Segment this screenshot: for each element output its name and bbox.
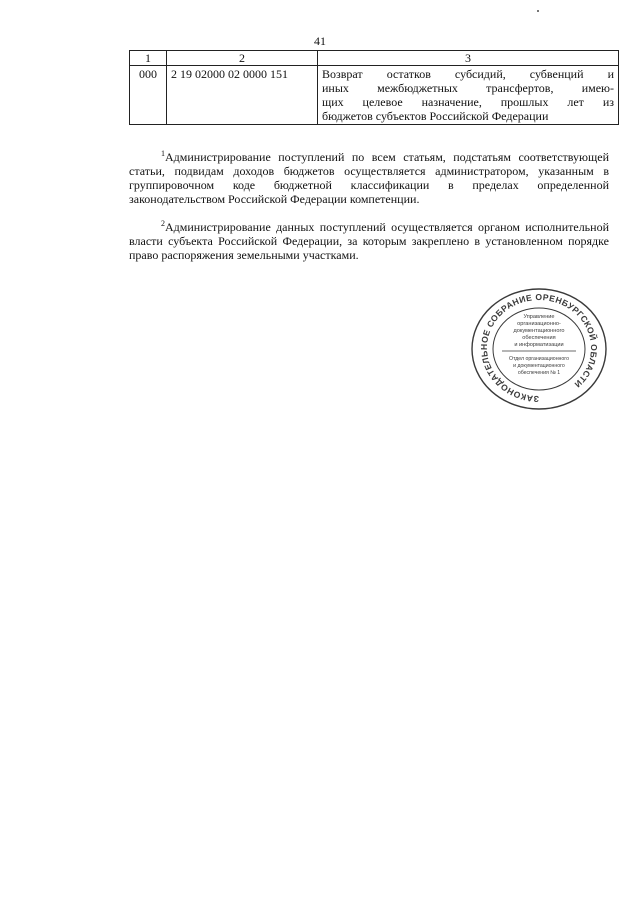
description-line: Возврат остатков субсидий, субвенций и: [322, 67, 614, 81]
stamp-line: и документационного: [513, 363, 565, 369]
page-number: 41: [314, 34, 326, 48]
stamp-line: и информатизации: [514, 342, 564, 348]
stamp-outer-border: [472, 289, 606, 409]
description-line: бюджетов субъектов Российской Федерации: [322, 109, 549, 123]
table-header-cell: 3: [318, 51, 619, 66]
stamp-line: организационно-: [517, 321, 561, 327]
table-header-cell: 2: [167, 51, 318, 66]
footnote-marker: 2: [161, 219, 165, 228]
stamp-line: обеспечения: [522, 335, 556, 341]
footnote-text: Администрирование поступлений по всем статьям, подстатьям соответствующей статьи, подвидам доходов бюджетов осуществляется администратором, указанным в группировочном коде бюджетной классификации в пределах определенной законодательством Российской Федерации компетенции.: [129, 150, 609, 206]
stamp-line: Отдел организационного: [509, 356, 569, 362]
stamp-line: обеспечения № 1: [517, 370, 561, 376]
footnote-2: [129, 220, 609, 262]
table-row: [130, 66, 619, 125]
description-line: щих целевое назначение, прошлых лет из: [322, 95, 614, 109]
budget-classification-table: [129, 50, 619, 125]
stamp-ring-text: ЗАКОНОДАТЕЛЬНОЕ СОБРАНИЕ ОРЕНБУРГСКОЙ ОБЛАСТИ: [478, 291, 600, 405]
stamp-line: Управление: [523, 314, 555, 320]
official-stamp: [468, 286, 610, 412]
footnote-text: Администрирование данных поступлений осуществляется органом исполнительной власти субъекта Российской Федерации, за которым закреплено в установленном порядке право распоряжения земельными участками.: [129, 220, 609, 262]
table-header-row: [130, 51, 619, 66]
footnote-marker: 1: [161, 149, 165, 158]
description-line: иных межбюджетных трансфертов, имею-: [322, 81, 614, 95]
footnote-1: [129, 150, 609, 206]
budget-code-cell: 2 19 02000 02 0000 151: [167, 66, 318, 125]
scan-artifact-dot: [537, 10, 539, 12]
table-header-cell: 1: [130, 51, 167, 66]
admin-code-cell: 000: [130, 66, 167, 125]
stamp-line: документационного: [513, 328, 565, 334]
description-cell: [318, 66, 619, 125]
